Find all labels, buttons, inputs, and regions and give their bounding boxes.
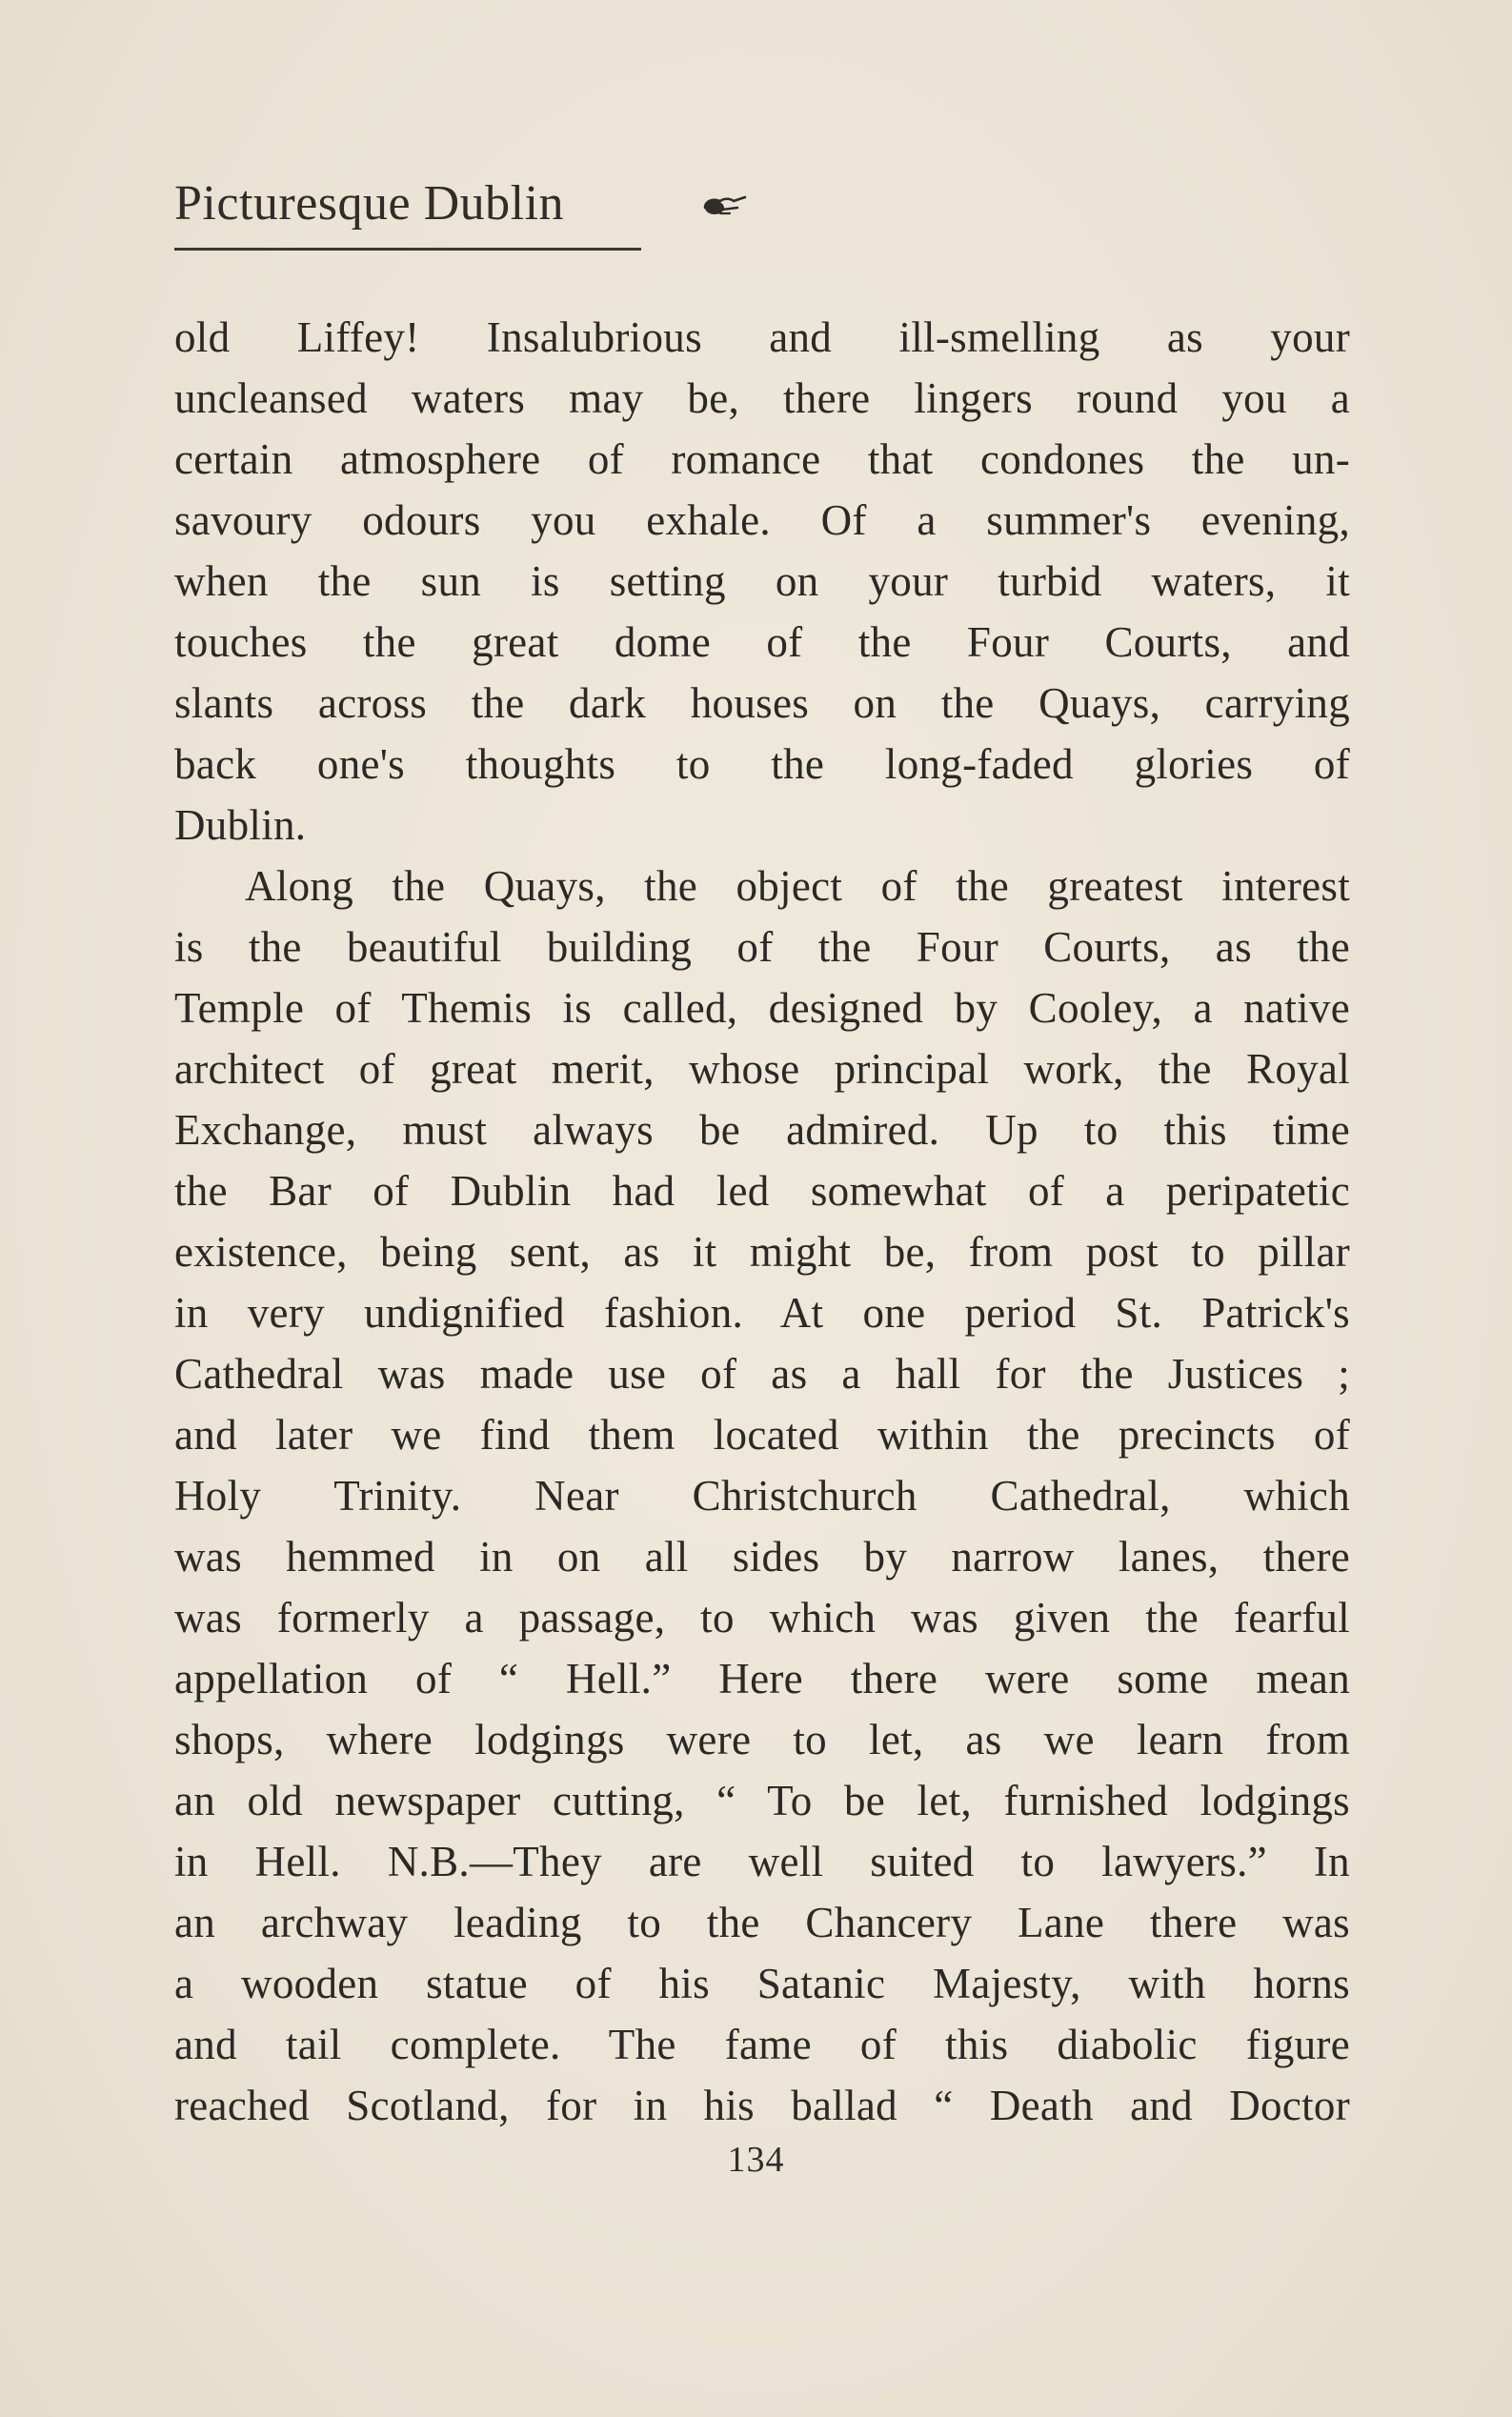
text-line: Along the Quays, the object of the greatest interest — [245, 862, 1350, 910]
text-line: a wooden statue of his Satanic Majesty, with horns — [174, 1960, 1350, 2007]
text-line: in Hell. N.B.—They are well suited to lawyers.” In — [174, 1838, 1350, 1885]
text-line: touches the great dome of the Four Courts, and — [174, 618, 1350, 666]
text-line: savoury odours you exhale. Of a summer's evening, — [174, 496, 1350, 544]
text-line: Cathedral was made use of as a hall for the Justices ; — [174, 1350, 1350, 1398]
text-line: certain atmosphere of romance that condones the un- — [174, 435, 1350, 483]
text-line: was formerly a passage, to which was given the fearful — [174, 1594, 1350, 1642]
text-line: and tail complete. The fame of this diabolic figure — [174, 2021, 1350, 2068]
text-line: Dublin. — [174, 801, 307, 849]
page-number: 134 — [727, 2140, 785, 2180]
text-line: existence, being sent, as it might be, from post to pillar — [174, 1228, 1350, 1276]
running-title: Picturesque Dublin — [174, 176, 565, 231]
text-line: uncleansed waters may be, there lingers round you a — [174, 374, 1350, 422]
text-line: reached Scotland, for in his ballad “ Death and Doctor — [174, 2082, 1350, 2129]
text-line: Exchange, must always be admired. Up to this time — [174, 1106, 1350, 1154]
text-line: slants across the dark houses on the Quays, carrying — [174, 679, 1350, 727]
text-line: architect of great merit, whose principal work, the Royal — [174, 1045, 1350, 1093]
text-line: is the beautiful building of the Four Courts, as the — [174, 923, 1350, 971]
text-line: and later we find them located within the precincts of — [174, 1411, 1350, 1459]
text-line: an archway leading to the Chancery Lane there was — [174, 1899, 1350, 1946]
text-line: Temple of Themis is called, designed by Cooley, a native — [174, 984, 1350, 1032]
body-text — [174, 307, 1350, 2136]
text-line: shops, where lodgings were to let, as we learn from — [174, 1716, 1350, 1763]
text-line: Holy Trinity. Near Christchurch Cathedral, which — [174, 1472, 1350, 1520]
text-line: the Bar of Dublin had led somewhat of a peripatetic — [174, 1167, 1350, 1215]
text-line: appellation of “ Hell.” Here there were some mean — [174, 1655, 1350, 1702]
text-line: when the sun is setting on your turbid waters, it — [174, 557, 1350, 605]
running-head — [174, 170, 641, 251]
pointing-hand-icon — [701, 192, 747, 219]
text-line: back one's thoughts to the long-faded glories of — [174, 740, 1350, 788]
text-line: was hemmed in on all sides by narrow lanes, there — [174, 1533, 1350, 1581]
text-line: in very undignified fashion. At one period St. Patrick's — [174, 1289, 1350, 1337]
text-line: old Liffey! Insalubrious and ill-smelling as your — [174, 313, 1350, 361]
text-line: an old newspaper cutting, “ To be let, furnished lodgings — [174, 1777, 1350, 1824]
